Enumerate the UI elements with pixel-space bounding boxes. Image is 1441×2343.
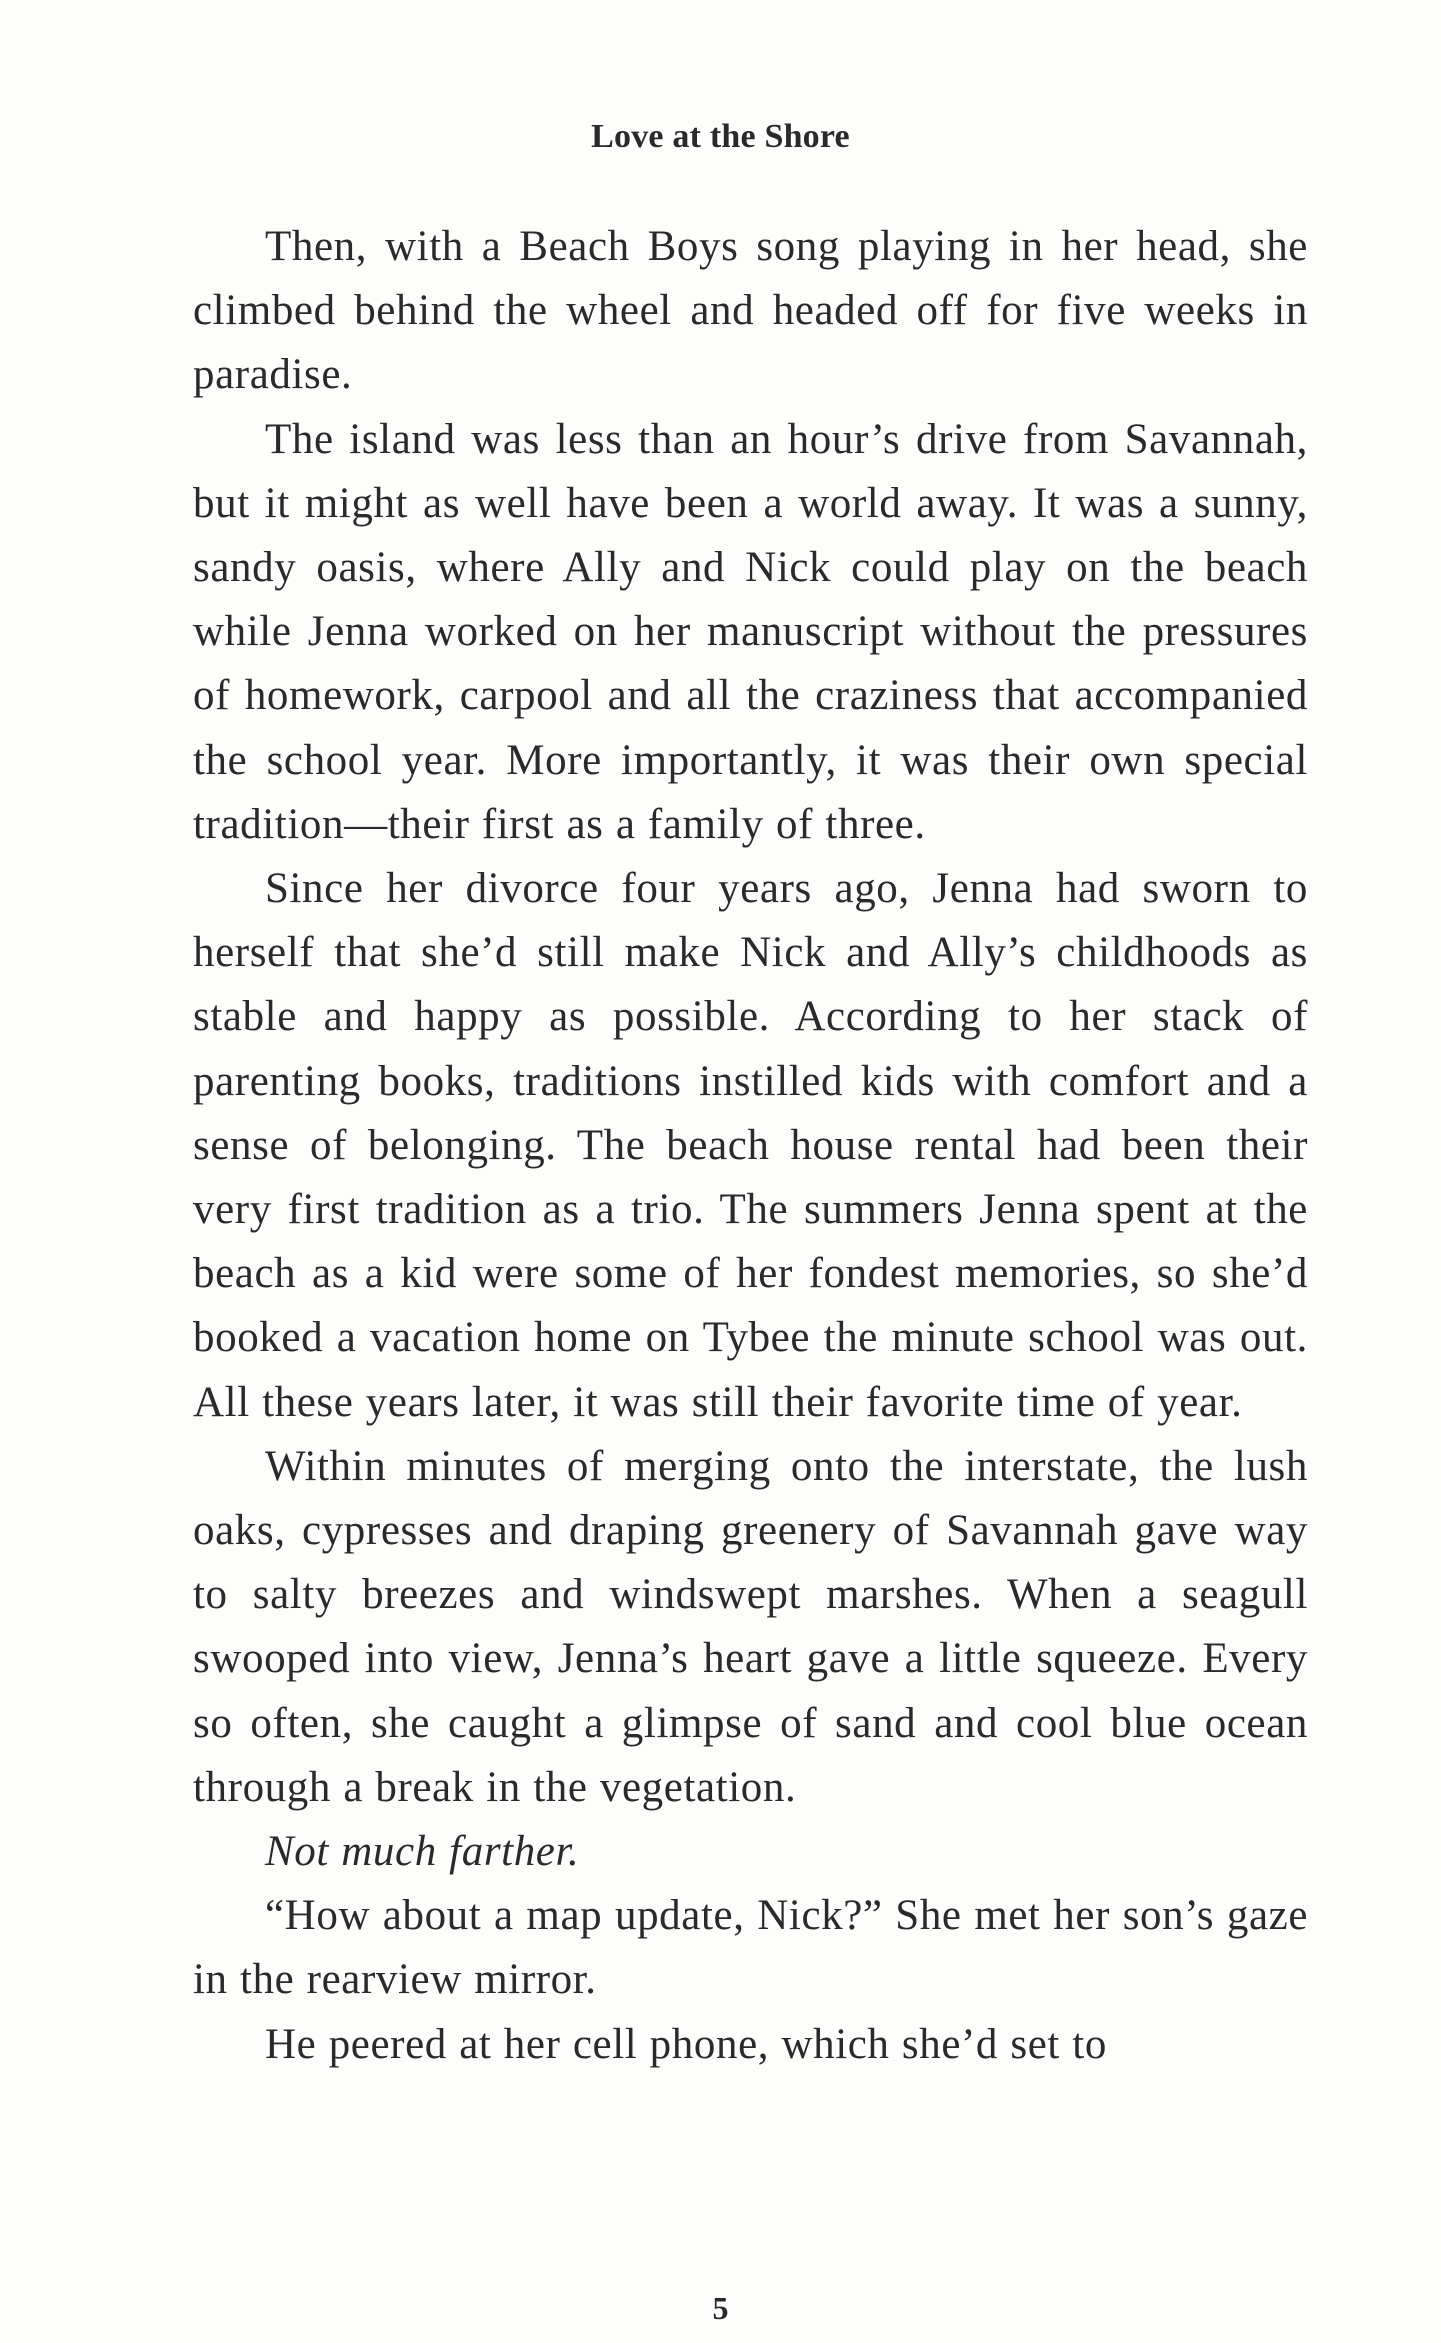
paragraph-2: The island was less than an hour’s drive from Savannah, but it might as well have been a world away. It was a sunny, sandy oasis, where Ally and Nick could play on the beach while Jenna worked on her manuscript without the pressures of homework, carpool and all the craziness that accompanied the school year. More importantly, it was their own special tradition—their first as a family of three. [193,415,1308,848]
paragraph-3: Since her divorce four years ago, Jenna had sworn to herself that she’d still make Nick and Ally’s childhoods as stable and happy as possible. According to her stack of parenting books, traditions instilled kids with comfort and a sense of belonging. The beach house rental had been their very first tradition as a trio. The summers Jenna spent at the beach as a kid were some of her fondest memories, so she’d booked a vacation home on Tybee the minute school was out. All these years later, it was still their favorite time of year. [193,865,1308,1426]
paragraph-1: Then, with a Beach Boys song playing in her head, she climbed behind the wheel and headed off for five weeks in paradise. [193,223,1308,399]
page-number: 5 [712,2290,729,2326]
paragraph-5-italic: Not much farther. [265,1828,580,1876]
paragraph-7: He peered at her cell phone, which she’d set to [265,2020,1107,2068]
body-text [193,215,1308,2077]
running-head: Love at the Shore [591,118,850,155]
paragraph-6: “How about a map update, Nick?” She met her son’s gaze in the rearview mirror. [193,1892,1308,2004]
paragraph-4: Within minutes of merging onto the interstate, the lush oaks, cypresses and draping greenery of Savannah gave way to salty breezes and windswept marshes. When a seagull swooped into view, Jenna’s heart gave a little squeeze. Every so often, she caught a glimpse of sand and cool blue ocean through a break in the vegetation. [193,1442,1308,1811]
